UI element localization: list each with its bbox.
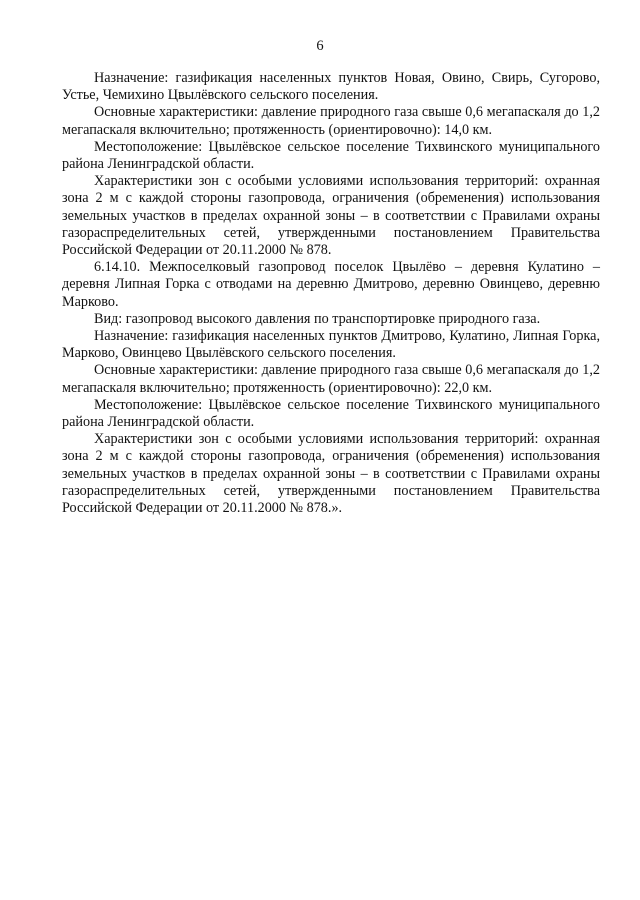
document-body xyxy=(62,70,600,517)
paragraph-purpose-2: Назначение: газификация населенных пунктов Дмитрово, Кулатино, Липная Горка, Марково, Овинцево Цвылёвского сельского поселения. xyxy=(62,328,600,362)
paragraph-zones-1: Характеристики зон с особыми условиями использования территорий: охранная зона 2 м с каждой стороны газопровода, ограничения (обременения) использования земельных участков в пределах охранной зоны – в соответствии с Правилами охраны газораспределительных сетей, утвержденными постановлением Правительства Российской Федерации от 20.11.2000 № 878. xyxy=(62,173,600,259)
paragraph-characteristics-2: Основные характеристики: давление природного газа свыше 0,6 мегапаскаля до 1,2 мегапаскаля включительно; протяженность (ориентировочно): 22,0 км. xyxy=(62,362,600,396)
paragraph-location-1: Местоположение: Цвылёвское сельское поселение Тихвинского муниципального района Ленинградской области. xyxy=(62,138,600,173)
paragraph-type: Вид: газопровод высокого давления по транспортировке природного газа. xyxy=(94,310,541,327)
paragraph-purpose-1: Назначение: газификация населенных пунктов Новая, Овино, Свирь, Сугорово, Устье, Чемихино Цвылёвского сельского поселения. xyxy=(62,70,600,104)
paragraph-characteristics-1: Основные характеристики: давление природного газа свыше 0,6 мегапаскаля до 1,2 мегапаскаля включительно; протяженность (ориентировочно): 14,0 км. xyxy=(62,104,600,138)
paragraph-zones-2: Характеристики зон с особыми условиями использования территорий: охранная зона 2 м с каждой стороны газопровода, ограничения (обременения) использования земельных участков в пределах охранной зоны – в соответствии с Правилами охраны газораспределительных сетей, утвержденными постановлением Правительства Российской Федерации от 20.11.2000 № 878.». xyxy=(62,431,600,517)
paragraph-location-2: Местоположение: Цвылёвское сельское поселение Тихвинского муниципального района Ленинградской области. xyxy=(62,396,600,431)
paragraph-section-heading: 6.14.10. Межпоселковый газопровод поселок Цвылёво – деревня Кулатино – деревня Липная Горка с отводами на деревню Дмитрово, деревню Овинцево, деревню Марково. xyxy=(62,259,600,310)
page-number: 6 xyxy=(316,38,324,54)
